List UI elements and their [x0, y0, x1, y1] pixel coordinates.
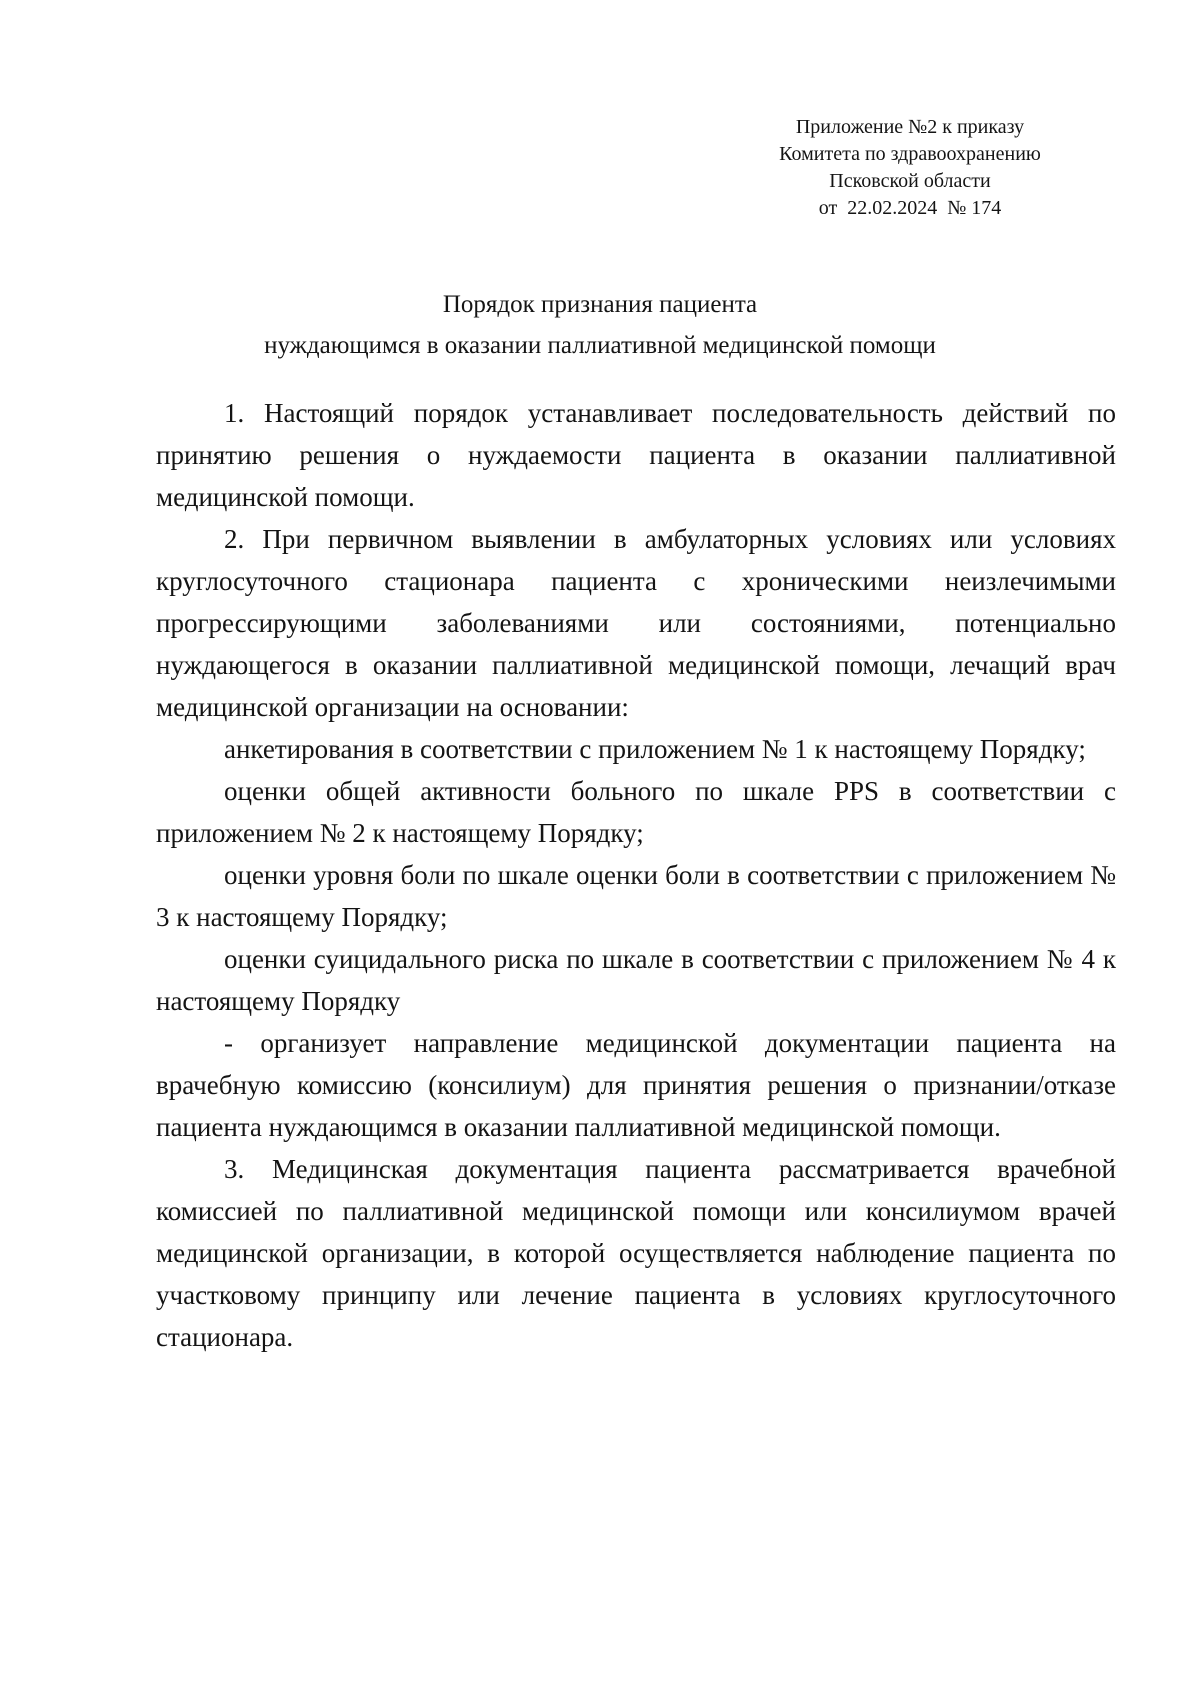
document-title [150, 284, 1050, 366]
header-line-region: Псковской области [829, 170, 991, 192]
header-line-appendix: Приложение №2 к приказу [795, 116, 1025, 138]
title-line-1: Порядок признания пациента [442, 291, 758, 318]
header-line-committee: Комитета по здравоохранению [779, 143, 1041, 165]
paragraph-3: 3. Медицинская документация пациента рассматривается врачебной комиссией по паллиативной медицинской помощи или консилиумом врачей медицинской организации, в которой осуществляется наблюдение пациента по участковому принципу или лечение пациента в условиях круглосуточного стационара. [156, 1154, 1116, 1352]
title-line-2: нуждающимся в оказании паллиативной медицинской помощи [264, 332, 936, 359]
approval-header [720, 114, 1100, 222]
paragraph-2-item-pps: оценки общей активности больного по шкале PPS в соответствии с приложением № 2 к настоящему Порядку; [156, 776, 1116, 848]
paragraph-2-action: - организует направление медицинской документации пациента на врачебную комиссию (консилиум) для принятия решения о признании/отказе пациента нуждающимся в оказании паллиативной медицинской помощи. [156, 1028, 1116, 1142]
paragraph-1: 1. Настоящий порядок устанавливает последовательность действий по принятию решения о нуждаемости пациента в оказании паллиативной медицинской помощи. [156, 398, 1116, 512]
paragraph-2-item-pain: оценки уровня боли по шкале оценки боли в соответствии с приложением № 3 к настоящему Порядку; [156, 860, 1116, 932]
paragraph-2-item-suicide-risk: оценки суицидального риска по шкале в соответствии с приложением № 4 к настоящему Порядку [156, 944, 1116, 1016]
paragraph-2-item-questionnaire: анкетирования в соответствии с приложением № 1 к настоящему Порядку; [224, 734, 1086, 764]
paragraph-2: 2. При первичном выявлении в амбулаторных условиях или условиях круглосуточного стационара пациента с хроническими неизлечимыми прогрессирующими заболеваниями или состояниями, потенциально нуждающегося в оказании паллиативной медицинской помощи, лечащий врач медицинской организации на основании: [156, 524, 1116, 722]
document-body [156, 392, 1116, 1358]
header-line-date-number: от 22.02.2024 № 174 [818, 197, 1002, 219]
